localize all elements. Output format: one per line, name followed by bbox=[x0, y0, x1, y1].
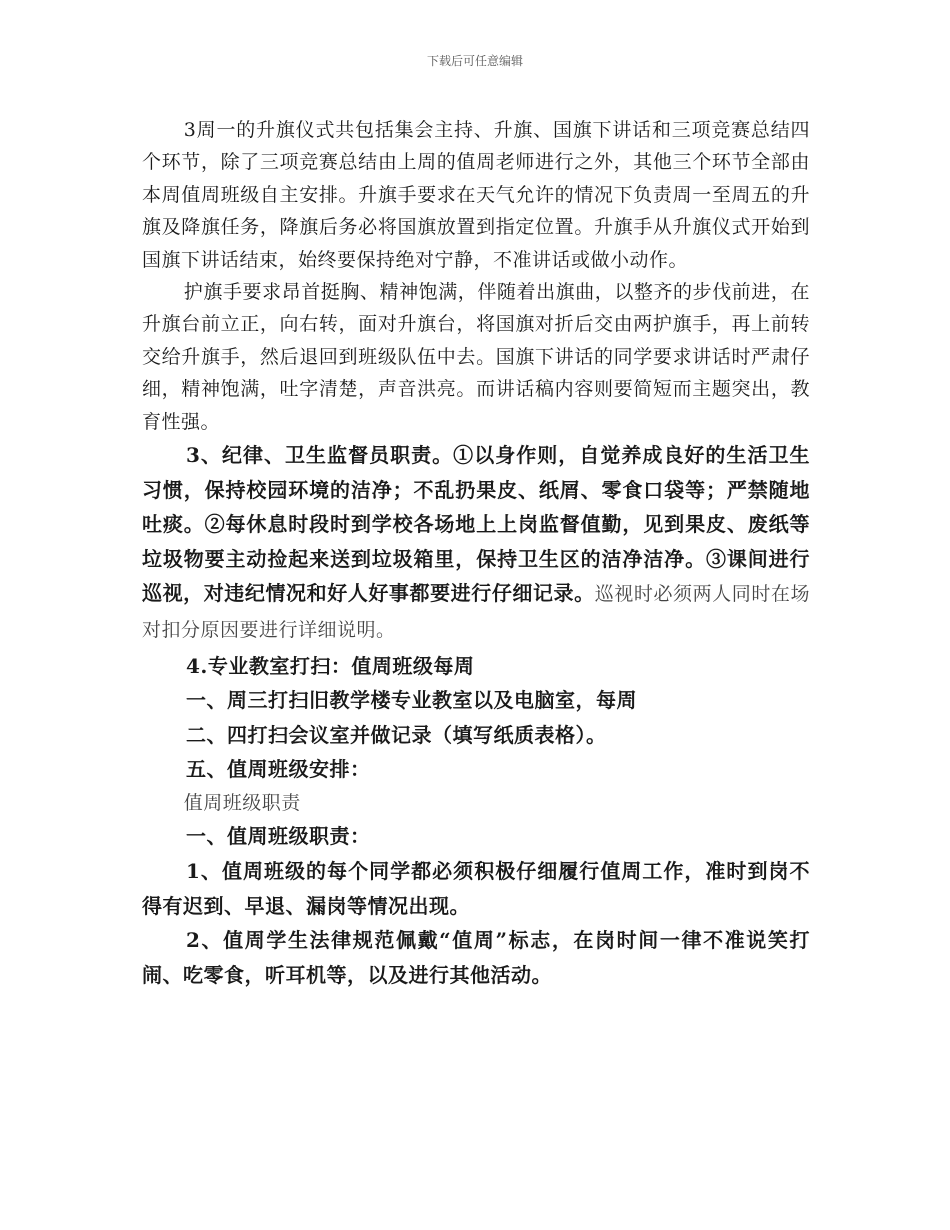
paragraph-duty-item-1: 1、值周班级的每个同学都必须积极仔细履行值周工作，准时到岗不得有迟到、早退、漏岗等情况出现。 bbox=[142, 859, 810, 918]
page-header-note: 下载后可任意编辑 bbox=[426, 54, 523, 68]
paragraph-discipline-duties bbox=[142, 438, 810, 648]
document-body bbox=[142, 114, 810, 992]
discipline-duties-bold: 3、纪律、卫生监督员职责。①以身作则，自觉养成良好的生活卫生习惯，保持校园环境的洁净；不乱扔果皮、纸屑、零食口袋等；严禁随地吐痰。②每休息时段时到学校各场地上上岗监督值勤，见到果皮、废纸等垃圾物要主动捡起来送到垃圾箱里，保持卫生区的洁净洁净。③课间进行巡视，对违纪情况和好人好事都要进行仔细记录。 bbox=[142, 443, 810, 606]
paragraph-duty-item-2: 2、值周学生法律规范佩戴“值周”标志，在岗时间一律不准说笑打闹、吃零食，听耳机等，以及进行其他活动。 bbox=[142, 928, 810, 987]
paragraph-flag-guard: 护旗手要求昂首挺胸、精神饱满，伴随着出旗曲，以整齐的步伐前进，在升旗台前立正，向右转，面对升旗台，将国旗对折后交由两护旗手，再上前转交给升旗手，然后退回到班级队伍中去。国旗下讲话的同学要求讲话时严肃仔细，精神饱满，吐字清楚，声音洪亮。而讲话稿内容则要简短而主题突出，教育性强。 bbox=[142, 281, 810, 433]
paragraph-duty-title: 值周班级职责 bbox=[183, 792, 301, 814]
discipline-duties-note: 巡视时必须两人同时在场对扣分原因要进行详细说明。 bbox=[142, 583, 810, 642]
paragraph-duty-arrangement: 五、值周班级安排： bbox=[186, 757, 371, 782]
paragraph-flag-ceremony: 3周一的升旗仪式共包括集会主持、升旗、国旗下讲话和三项竞赛总结四个环节，除了三项竞赛总结由上周的值周老师进行之外，其他三个环节全部由本周值周班级自主安排。升旗手要求在天气允许的情况下负责周一至周五的升旗及降旗任务，降旗后务必将国旗放置到指定位置。升旗手从升旗仪式开始到国旗下讲话结束，始终要保持绝对宁静，不准讲话或做小动作。 bbox=[142, 119, 810, 271]
paragraph-duty-heading: 一、值周班级职责： bbox=[186, 824, 371, 849]
paragraph-wednesday: 一、周三打扫旧教学楼专业教室以及电脑室，每周 bbox=[186, 688, 637, 713]
paragraph-meeting-room: 二、四打扫会议室并做记录（填写纸质表格）。 bbox=[186, 722, 607, 747]
paragraph-classroom-cleaning: 4.专业教室打扫：值周班级每周 bbox=[186, 653, 475, 678]
